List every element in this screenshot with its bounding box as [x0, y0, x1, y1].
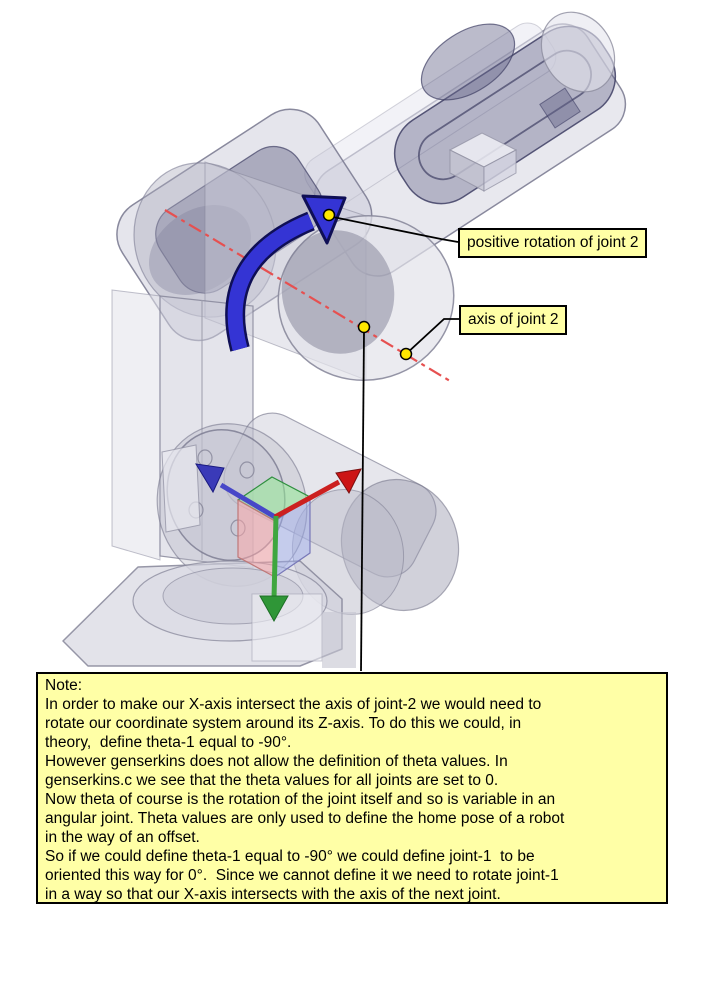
callout-positive-rotation-label: positive rotation of joint 2	[458, 228, 647, 258]
callout-axis-of-joint2-label: axis of joint 2	[459, 305, 567, 335]
note-line: Now theta of course is the rotation of the joint itself and so is variable in an	[45, 791, 556, 808]
note-line: However genserkins does not allow the definition of theta values. In	[45, 753, 508, 770]
note-title: Note:	[45, 677, 83, 694]
note-line: oriented this way for 0°. Since we cannot define it we need to rotate joint-1	[45, 867, 559, 884]
note-line: So if we could define theta-1 equal to -90° we could define joint-1 to be	[45, 848, 535, 865]
marker-dot	[359, 322, 370, 333]
note-line: genserkins.c we see that the theta values for all joints are set to 0.	[45, 772, 499, 789]
note-line: in the way of an offset.	[45, 829, 200, 846]
note-line: in a way so that our X-axis intersects with the axis of the next joint.	[45, 886, 501, 903]
marker-dot	[324, 210, 335, 221]
base-plate	[63, 561, 356, 668]
note-line: In order to make our X-axis intersect the axis of joint-2 we would need to	[45, 696, 542, 713]
note-line: theory, define theta-1 equal to -90°.	[45, 734, 292, 751]
note-line: rotate our coordinate system around its Z-axis. To do this we could, in	[45, 715, 522, 732]
marker-dot	[401, 349, 412, 360]
note-box	[36, 672, 668, 904]
note-line: angular joint. Theta values are only used to define the home pose of a robot	[45, 810, 565, 827]
